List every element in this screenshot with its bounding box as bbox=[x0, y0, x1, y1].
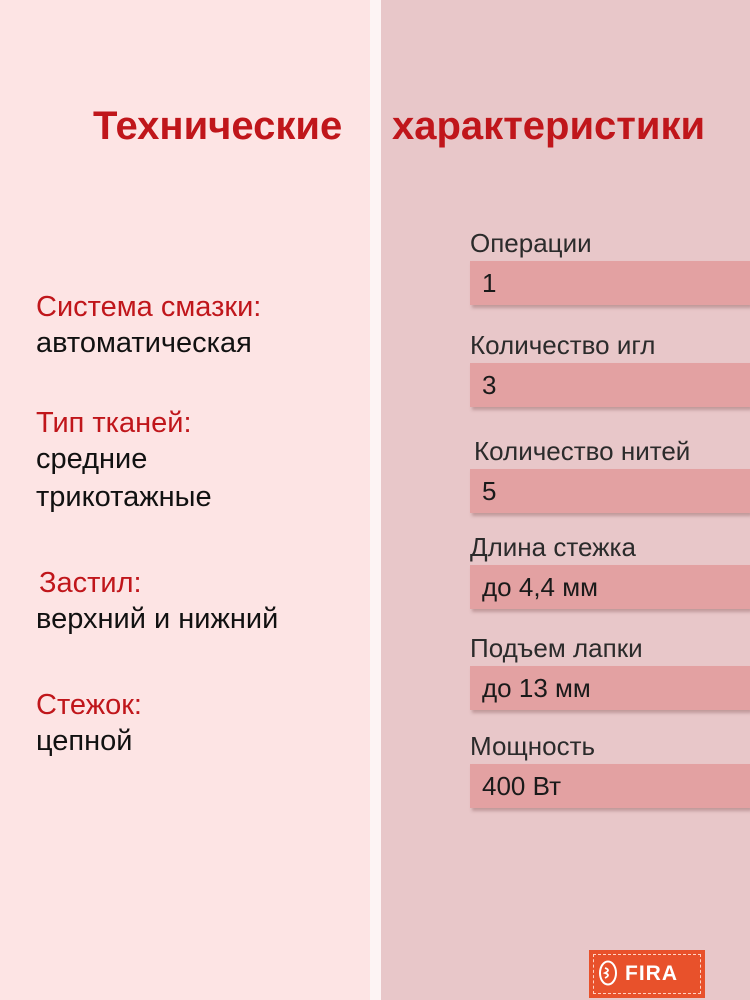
left-item-stitch bbox=[36, 688, 366, 760]
spec-label: Количество игл bbox=[470, 330, 656, 360]
spec-threads bbox=[470, 436, 750, 513]
left-item-value: автоматическая bbox=[36, 327, 252, 359]
left-item-fabric-type bbox=[36, 406, 256, 516]
brand-name: FIRA bbox=[625, 962, 678, 985]
title-right: характеристики bbox=[392, 104, 706, 148]
left-item-label: Тип тканей: bbox=[36, 407, 192, 439]
left-item-value: верхний и нижний bbox=[36, 603, 279, 635]
left-item-label: Система смазки: bbox=[36, 291, 262, 323]
panel-divider bbox=[370, 0, 381, 1000]
spec-label: Подъем лапки bbox=[470, 633, 643, 663]
spec-value: 1 bbox=[470, 261, 750, 305]
spec-label: Операции bbox=[470, 228, 592, 258]
spec-label: Количество нитей bbox=[474, 436, 691, 466]
left-item-value: средние трикотажные bbox=[36, 443, 212, 513]
left-item-label: Застил: bbox=[39, 567, 142, 599]
spec-label: Длина стежка bbox=[470, 532, 636, 562]
spec-needles bbox=[470, 330, 750, 407]
spool-icon bbox=[599, 960, 617, 986]
spec-value: до 4,4 мм bbox=[470, 565, 750, 609]
brand-badge bbox=[589, 950, 705, 998]
spec-operations bbox=[470, 228, 750, 305]
spec-label: Мощность bbox=[470, 731, 596, 761]
spec-value: 3 bbox=[470, 363, 750, 407]
left-item-label: Стежок: bbox=[36, 689, 142, 721]
spec-value: до 13 мм bbox=[470, 666, 750, 710]
left-item-value: цепной bbox=[36, 725, 133, 757]
spec-stitch-length bbox=[470, 532, 750, 609]
title-left: Технические bbox=[93, 104, 343, 148]
spec-value: 400 Вт bbox=[470, 764, 750, 808]
left-item-cover bbox=[36, 566, 366, 638]
left-item-lubrication bbox=[36, 290, 366, 362]
spec-value: 5 bbox=[470, 469, 750, 513]
spec-power bbox=[470, 731, 750, 808]
spec-foot-lift bbox=[470, 633, 750, 710]
